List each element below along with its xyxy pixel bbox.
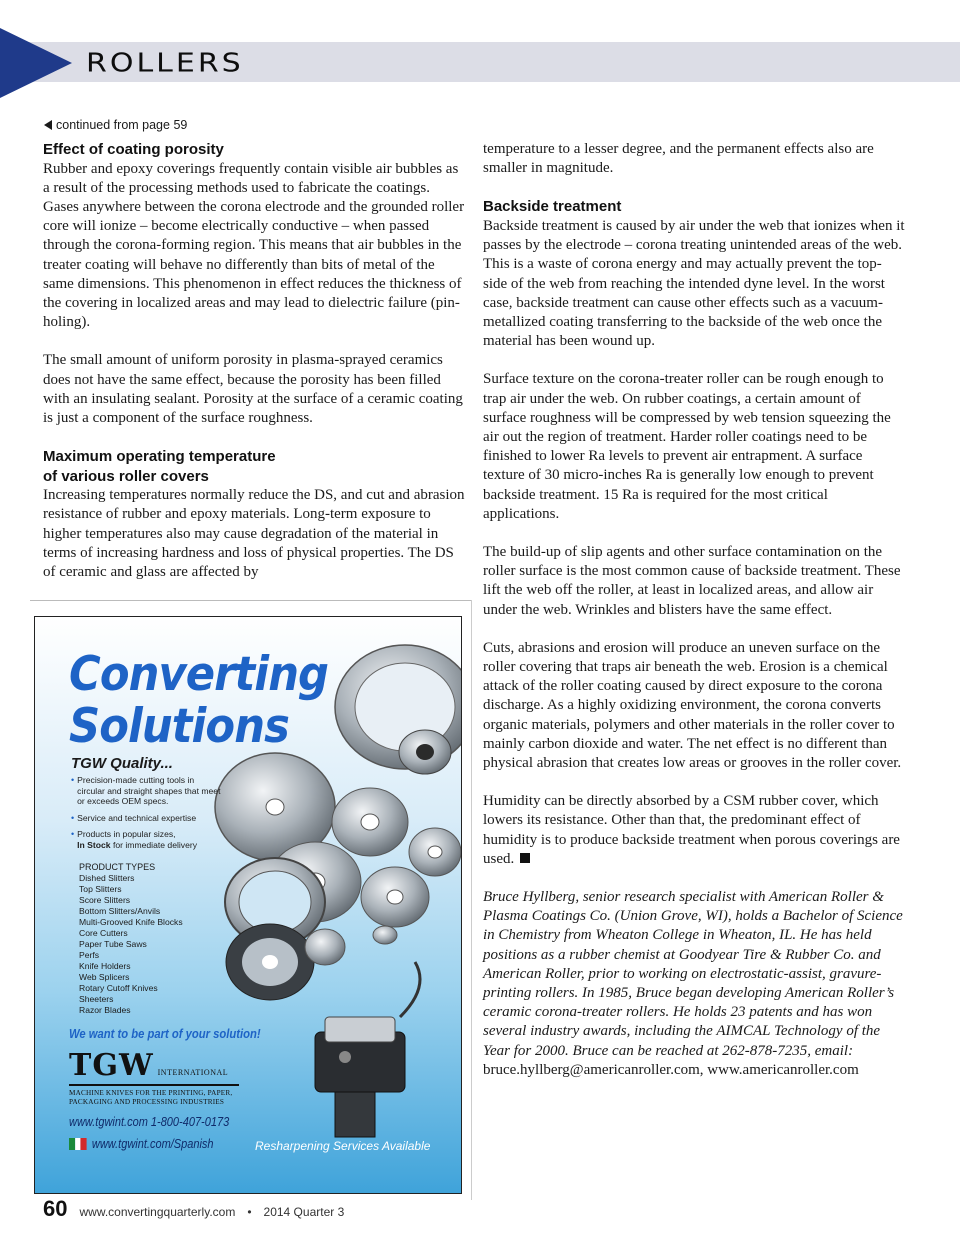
paragraph: Backside treatment is caused by air under the web that ionizes when it passes by the electrode – corona treating unintended areas of the web. This is a waste of corona energy and may actually prevent the top-side of the web from reaching the intended dyne level. In the worst case, backside treatment can cause other effects such as a vacuum-metallized coating transferring to the backside of the web once the material has been wound up. bbox=[483, 217, 905, 350]
right-column bbox=[483, 140, 905, 1080]
heading-backside-treatment: Backside treatment bbox=[483, 198, 622, 216]
bio-text: Bruce Hyllberg, senior research specialist with American Roller & Plasma Coatings Co. (Union Grove, WI), holds a Bachelor of Science in Chemistry from Wheaton College in Wheaton, IL. He has held positions as a rubber chemist at Goodyear Tire & Rubber Co. and American Roller, prior to working on electrostatic-assist, gravure-printing rollers. In 1985, Bruce began developing American Roller’s ceramic corona-treater rollers. He holds 23 patents and has won several industry awards, including the AIMCAL Technology of the Year for 2000. Bruce can be reached at 262-878-7235, email: bbox=[483, 889, 903, 1059]
ad-product-item: Top Slitters bbox=[79, 884, 122, 894]
ad-product-item: Score Slitters bbox=[79, 895, 131, 905]
paragraph: Increasing temperatures normally reduce the DS, and cut and abrasion resistance of rubber and epoxy materials. Long-term exposure to higher temperatures also may cause degradation of the material in terms of increasing hardness and loss of physical properties. The DS of ceramic and glass are affected by bbox=[43, 487, 465, 580]
ad-product-item: Paper Tube Saws bbox=[79, 939, 147, 949]
ad-bullet-text: Service and technical expertise bbox=[77, 812, 197, 823]
page-footer bbox=[43, 1196, 344, 1222]
paragraph: The build-up of slip agents and other surface contamination on the roller surface is the most common cause of backside treatment. These lift the web off the roller, at least in localized areas, and allow air under the web. Wrinkles and blisters have the same effect. bbox=[483, 543, 901, 618]
ad-products-heading: PRODUCT TYPES bbox=[79, 862, 156, 872]
disc-blade-icon bbox=[361, 867, 429, 927]
paragraph: Surface texture on the corona-treater roller can be rough enough to trap air under the web. On rubber coatings, a certain amount of surface roughness will be compressed by web tension squeezing the air out the region of treatment. Harder roller coatings need to be finished to lower Ra levels to prevent air entrapment. A surface texture of 30 micro-inches Ra is generally low enough to prevent backside treatment. 15 Ra is required for the most critical applications. bbox=[483, 371, 891, 522]
ad-spanish-link[interactable] bbox=[69, 1137, 214, 1151]
heading-line: of various roller covers bbox=[43, 467, 209, 485]
hub-icon bbox=[399, 730, 451, 774]
ad-bullet-text: Precision-made cutting tools in circular and straight shapes that meet or exceeds OEM specs. bbox=[77, 775, 221, 806]
heading-coating-porosity: Effect of coating porosity bbox=[43, 141, 224, 158]
tgw-advertisement[interactable] bbox=[34, 616, 462, 1194]
ad-bullet-text: Products in popular sizes, In Stock for immediate delivery bbox=[77, 829, 198, 850]
left-column bbox=[43, 140, 465, 582]
ad-product-item: Knife Holders bbox=[79, 961, 131, 971]
continued-label: continued from page 59 bbox=[56, 118, 188, 132]
ad-spanish-text: www.tgwint.com/Spanish bbox=[91, 1137, 214, 1151]
end-mark-icon bbox=[520, 853, 530, 863]
footer-url[interactable]: www.convertingquarterly.com bbox=[79, 1205, 236, 1219]
section-title: ROLLERS bbox=[86, 48, 244, 79]
ad-quality: TGW Quality... bbox=[71, 755, 173, 772]
paragraph: Cuts, abrasions and erosion will produce an uneven surface on the roller covering that traps air beneath the web. Erosion is a chemical attack of the roller coating caused by direct exposure to the corona discharge. As a highly oxidizing environment, the corona converts organic materials, polymers and other materials in the roller cover to mainly carbon dioxide and water. The net effect is no different than physical abrasion that creates low areas or grooves in the roller cover. bbox=[483, 639, 902, 771]
ad-resharpening: Resharpening Services Available bbox=[255, 1139, 431, 1153]
back-triangle-icon bbox=[44, 120, 52, 130]
ad-headline: Solutions bbox=[69, 699, 289, 754]
author-bio bbox=[483, 888, 905, 1080]
ad-tagline: We want to be part of your solution! bbox=[69, 1027, 261, 1041]
paragraph: The small amount of uniform porosity in plasma-sprayed ceramics does not have the same effect, because the porosity has been filled with an insulating sealant. Porosity at the surface of a ceramic coating is just a component of the surface roughness. bbox=[43, 352, 463, 426]
tgw-logo-sub: INTERNATIONAL bbox=[157, 1068, 229, 1077]
header-arrow-icon bbox=[0, 28, 72, 98]
ad-product-item: Razor Blades bbox=[79, 1005, 131, 1015]
ad-product-item: Web Splicers bbox=[79, 972, 130, 982]
humidity-text: Humidity can be directly absorbed by a CSM rubber cover, which lowers its resistance. Other than that, the predominant effect of humidity is to produce backside treatment when porous coverings are used. bbox=[483, 793, 900, 867]
tgw-logo-text: TGW bbox=[69, 1048, 154, 1083]
ad-bullet: • Products in popular sizes, In Stock for immediate delivery bbox=[71, 829, 198, 850]
logo-divider bbox=[69, 1084, 239, 1086]
paragraph: temperature to a lesser degree, and the permanent effects also are smaller in magnitude. bbox=[483, 141, 874, 177]
footer-separator: • bbox=[247, 1205, 252, 1219]
ad-product-list bbox=[79, 862, 183, 1016]
ad-product-item: Dished Slitters bbox=[79, 873, 135, 883]
ad-product-item: Bottom Slitters/Anvils bbox=[79, 906, 161, 916]
disc-blade-icon bbox=[332, 788, 408, 856]
disc-blade-icon bbox=[409, 828, 461, 876]
ad-industries: MACHINE KNIVES FOR THE PRINTING, PAPER, PACKAGING AND PROCESSING INDUSTRIES bbox=[69, 1089, 233, 1106]
ad-product-item: Multi-Grooved Knife Blocks bbox=[79, 917, 183, 927]
web-splicer-machine-icon bbox=[315, 962, 420, 1137]
paragraph: Rubber and epoxy coverings frequently contain visible air bubbles as a result of the processing methods used to fabricate the coatings. Gases anywhere between the corona electrode and the grounded roller core will ionize – become electrically conductive – when passed through the corona-forming region. This means that air bubbles in the treater coating will behave no differently than bits of metal of the same dimensions. This phenomenon in effect reduces the thickness of the covering in localized areas and may lead to dielectric failure (pin-holing). bbox=[43, 160, 465, 331]
ad-product-item: Perfs bbox=[79, 950, 100, 960]
bio-contact[interactable]: bruce.hyllberg@americanroller.com, www.americanroller.com bbox=[483, 1061, 859, 1078]
ad-product-item: Sheeters bbox=[79, 994, 114, 1004]
ad-bullets bbox=[71, 775, 221, 856]
ad-bullet: • Precision-made cutting tools in circular and straight shapes that meet or exceeds OEM specs. bbox=[71, 775, 221, 806]
heading-max-temperature bbox=[43, 447, 465, 486]
heading-line: Maximum operating temperature bbox=[43, 448, 276, 466]
ad-product-item: Rotary Cutoff Knives bbox=[79, 983, 158, 993]
ad-contact-link[interactable]: www.tgwint.com 1-800-407-0173 bbox=[69, 1115, 230, 1129]
dark-disc-icon bbox=[226, 924, 314, 1000]
small-blade-icon bbox=[373, 926, 397, 944]
paragraph-humidity bbox=[483, 792, 905, 869]
footer-issue: 2014 Quarter 3 bbox=[263, 1205, 345, 1219]
tgw-logo bbox=[69, 1048, 229, 1083]
column-divider bbox=[471, 600, 472, 1200]
mexico-flag-icon bbox=[69, 1138, 87, 1150]
continued-note[interactable] bbox=[44, 118, 187, 132]
ad-product-item: Core Cutters bbox=[79, 928, 128, 938]
disc-blade-icon bbox=[305, 929, 345, 965]
ad-bullet: • Service and technical expertise bbox=[71, 812, 197, 823]
ad-headline: Converting bbox=[69, 647, 329, 702]
page-number: 60 bbox=[43, 1196, 68, 1221]
